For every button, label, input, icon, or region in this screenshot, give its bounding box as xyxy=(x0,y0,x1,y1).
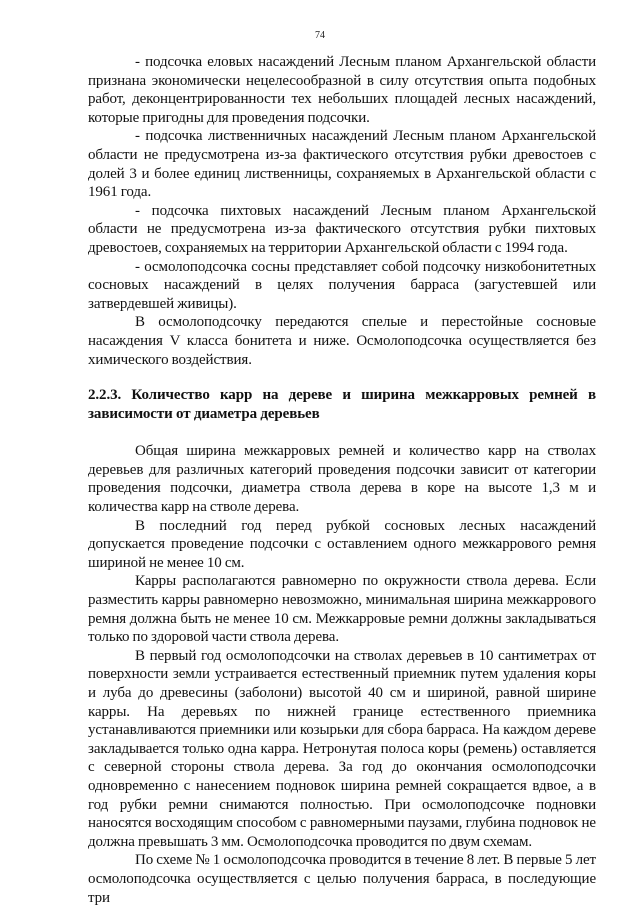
paragraph: В первый год осмолоподсочки на стволах деревьев в 10 сантиметрах от поверхности земли устраивается естественный приемник путем удаления коры и луба до древесины (заболони) высотой 40 см и шириной, равной ширине карры. На деревьях по нижней границе естественного приемника устанавливаются приемники или козырьки для сбора барраса. На каждом дереве закладывается только одна карра. Нетронутая полоса коры (ремень) оставляется с северной стороны ствола дерева. За год до окончания осмолоподсочки одновременно с нанесением подновок ширина ремней сокращается вдвое, а в год рубки ремни снимаются полностью. При осмолоподсочке подновки наносятся восходящим способом с равномерными паузами, глубина подновок не должна превышать 3 мм. Осмолоподсочка проводится по двум схемам. xyxy=(88,647,596,850)
paragraph: - осмолоподсочка сосны представляет собой подсочку низкобонитетных сосновых насаждений в целях получения барраса (загустевшей или затвердевшей живицы). xyxy=(88,258,596,312)
paragraph: В последний год перед рубкой сосновых лесных насаждений допускается проведение подсочки с оставлением одного межкаррового ремня шириной не менее 10 см. xyxy=(88,517,596,571)
paragraph: Карры располагаются равномерно по окружности ствола дерева. Если разместить карры равномерно невозможно, минимальная ширина межкаррового ремня должна быть не менее 10 см. Межкарровые ремни должны закладываться только по здоровой части ствола дерева. xyxy=(88,573,596,646)
page-number: 74 xyxy=(315,30,325,41)
body-text xyxy=(88,53,596,907)
paragraph: - подсочка пихтовых насаждений Лесным планом Архангельской области не предусмотрена из-за фактического отсутствия рубки пихтовых древостоев, сохраняемых на территории Архангельской области с 1994 года. xyxy=(88,202,596,256)
paragraph: По схеме № 1 осмолоподсочка проводится в течение 8 лет. В первые 5 лет осмолоподсочка осуществляется с целью получения барраса, в последующие три xyxy=(88,852,596,906)
paragraph: - подсочка еловых насаждений Лесным планом Архангельской области признана экономически нецелесообразной в силу отсутствия опыта подобных работ, деконцентрированности тех небольших площадей лесных насаждений, которые пригодны для проведения подсочки. xyxy=(88,54,596,126)
paragraph: В осмолоподсочку передаются спелые и перестойные сосновые насаждения V класса бонитета и ниже. Осмолоподсочка осуществляется без химического воздействия. xyxy=(88,314,596,368)
section-heading: 2.2.3. Количество карр на дереве и ширина межкарровых ремней в зависимости от диаметра деревьев xyxy=(88,387,596,422)
paragraph: Общая ширина межкарровых ремней и количество карр на стволах деревьев для различных категорий проведения подсочки зависит от категории проведения подсочки, диаметра ствола дерева в коре на высоте 1,3 м и количества карр на стволе дерева. xyxy=(88,443,596,516)
paragraph: - подсочка лиственничных насаждений Лесным планом Архангельской области не предусмотрена из-за фактического отсутствия рубки древостоев с долей 3 и более единиц лиственницы, сохраняемых в Архангельской области с 1961 года. xyxy=(88,128,596,201)
